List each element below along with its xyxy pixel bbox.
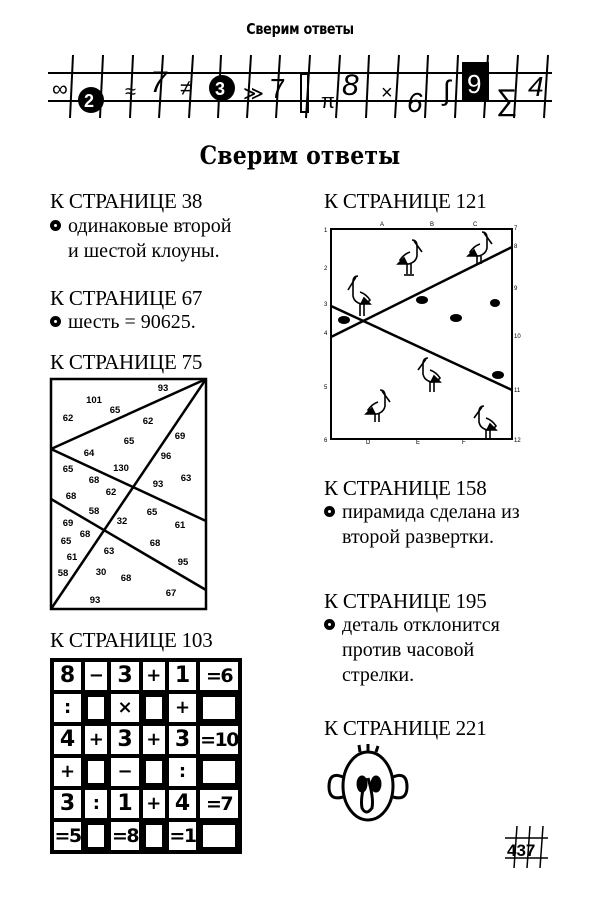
stork-icon (348, 232, 496, 438)
svg-text:∫: ∫ (443, 75, 451, 106)
section-heading-p38: К СТРАНИЦЕ 38 (50, 189, 203, 213)
svg-text:68: 68 (149, 538, 161, 549)
svg-text:×: × (381, 82, 393, 104)
svg-text:63: 63 (180, 473, 192, 484)
svg-text:30: 30 (95, 567, 107, 578)
svg-text:12: 12 (514, 438, 521, 444)
grid-cell: + (167, 692, 198, 724)
grid-cell: + (141, 724, 167, 756)
page-number: 437 (507, 841, 536, 860)
grid-cell: − (83, 660, 109, 692)
svg-text:65: 65 (60, 536, 72, 547)
svg-text:≠: ≠ (180, 75, 193, 100)
svg-text:B: B (430, 222, 435, 228)
grid-cell-blank (141, 692, 167, 724)
svg-text:69: 69 (62, 518, 74, 529)
section-heading-p158: К СТРАНИЦЕ 158 (324, 476, 487, 500)
svg-text:3: 3 (215, 79, 226, 99)
svg-text:≫: ≫ (243, 83, 264, 105)
running-title: Сверим ответы (246, 20, 354, 38)
grid-cell: 3 (109, 660, 140, 692)
section-heading-p121: К СТРАНИЦЕ 121 (324, 189, 487, 213)
svg-text:4: 4 (528, 71, 544, 102)
grid-cell: =8 (109, 820, 140, 852)
grid-cell-blank (141, 820, 167, 852)
svg-text:65: 65 (146, 507, 158, 518)
bullet-icon (324, 619, 335, 630)
svg-text:32: 32 (116, 516, 128, 527)
svg-text:61: 61 (66, 552, 78, 563)
section-heading-p195: К СТРАНИЦЕ 195 (324, 589, 487, 613)
grid-cell-blank (198, 820, 240, 852)
svg-text:62: 62 (62, 413, 74, 424)
grid-cell-blank (83, 820, 109, 852)
answer-p67: шесть = 90625. (50, 310, 196, 335)
svg-text:6: 6 (324, 438, 328, 444)
section-heading-p103: К СТРАНИЦЕ 103 (50, 628, 213, 652)
page-number-badge (505, 825, 555, 869)
face-drawing (329, 744, 407, 820)
svg-text:6: 6 (407, 87, 423, 118)
svg-text:11: 11 (514, 388, 521, 394)
svg-text:67: 67 (165, 588, 177, 599)
svg-text:10: 10 (514, 334, 521, 340)
svg-text:8: 8 (514, 244, 518, 250)
grid-row (52, 660, 240, 692)
grid-cell: 3 (52, 788, 83, 820)
grid-cell: =5 (52, 820, 83, 852)
grid-cell: + (52, 756, 83, 788)
section-heading-p75: К СТРАНИЦЕ 75 (50, 350, 203, 374)
svg-text:68: 68 (79, 529, 91, 540)
svg-text:61: 61 (174, 520, 186, 531)
svg-text:93: 93 (152, 479, 164, 490)
answer-p158: пирамида сделана из второй развертки. (324, 500, 520, 550)
svg-text:C: C (473, 222, 478, 228)
svg-text:58: 58 (57, 568, 69, 579)
svg-text:65: 65 (109, 405, 121, 416)
grid-cell: : (83, 788, 109, 820)
svg-text:2: 2 (324, 266, 328, 272)
grid-row (52, 756, 240, 788)
section-heading-p221: К СТРАНИЦЕ 221 (324, 716, 487, 740)
svg-text:62: 62 (105, 487, 117, 498)
svg-text:63: 63 (103, 546, 115, 557)
svg-text:≈: ≈ (125, 81, 136, 103)
grid-cell: =1 (167, 820, 198, 852)
svg-text:A: A (380, 222, 385, 228)
svg-text:7: 7 (150, 66, 167, 99)
svg-text:58: 58 (88, 506, 100, 517)
grid-cell: 4 (52, 724, 83, 756)
svg-text:95: 95 (177, 557, 189, 568)
grid-cell: =7 (198, 788, 240, 820)
svg-text:∑: ∑ (496, 84, 518, 117)
bullet-icon (324, 506, 335, 517)
svg-text:69: 69 (174, 431, 186, 442)
section-heading-p67: К СТРАНИЦЕ 67 (50, 286, 203, 310)
svg-text:3: 3 (324, 302, 328, 308)
svg-text:65: 65 (62, 464, 74, 475)
grid-cell-blank (83, 756, 109, 788)
grid-cell: 8 (52, 660, 83, 692)
svg-text:62: 62 (142, 416, 154, 427)
svg-text:68: 68 (88, 475, 100, 486)
grid-cell: 3 (109, 724, 140, 756)
grid-cell: 3 (167, 724, 198, 756)
svg-text:2: 2 (84, 91, 95, 111)
grid-cell-blank (141, 756, 167, 788)
figure-stork-field (331, 229, 512, 439)
page-title: Сверим ответы (199, 141, 401, 170)
svg-text:7: 7 (514, 226, 518, 232)
svg-text:101: 101 (86, 395, 102, 406)
grid-cell: =10 (198, 724, 240, 756)
grid-cell: + (83, 724, 109, 756)
grid-row (52, 820, 240, 852)
svg-text:68: 68 (65, 491, 77, 502)
svg-text:F: F (462, 440, 466, 446)
svg-text:130: 130 (113, 463, 129, 474)
svg-text:7: 7 (270, 73, 286, 104)
svg-text:π: π (321, 91, 335, 113)
grid-cell: 1 (109, 788, 140, 820)
svg-text:1: 1 (324, 228, 328, 234)
answer-p38: одинаковые второй и шестой клоуны. (50, 214, 231, 264)
grid-cell: + (141, 660, 167, 692)
svg-text:93: 93 (89, 595, 101, 606)
grid-cell-blank (198, 756, 240, 788)
svg-text:65: 65 (123, 436, 135, 447)
svg-text:96: 96 (160, 451, 172, 462)
grid-cell: 1 (167, 660, 198, 692)
number-puzzle-grid (50, 658, 242, 854)
svg-text:9: 9 (514, 286, 518, 292)
svg-text:E: E (416, 440, 421, 446)
svg-text:4: 4 (324, 331, 328, 337)
grid-cell: : (167, 756, 198, 788)
svg-text:D: D (366, 440, 371, 446)
grid-row (52, 788, 240, 820)
svg-text:93: 93 (157, 383, 169, 394)
grid-cell: − (109, 756, 140, 788)
svg-text:8: 8 (342, 69, 359, 102)
grid-row (52, 724, 240, 756)
svg-text:68: 68 (120, 573, 132, 584)
grid-cell: =6 (198, 660, 240, 692)
grid-cell: + (141, 788, 167, 820)
answer-p195: деталь отклонится против часовой стрелки. (324, 613, 500, 688)
svg-text:64: 64 (83, 448, 95, 459)
grid-cell-blank (198, 692, 240, 724)
grid-cell: 4 (167, 788, 198, 820)
grid-cell: × (109, 692, 140, 724)
infinity-symbol: ∞ (52, 76, 68, 101)
grid-cell-blank (83, 692, 109, 724)
svg-text:5: 5 (324, 385, 328, 391)
grid-row (52, 692, 240, 724)
svg-text:9: 9 (467, 69, 482, 99)
grid-cell: : (52, 692, 83, 724)
